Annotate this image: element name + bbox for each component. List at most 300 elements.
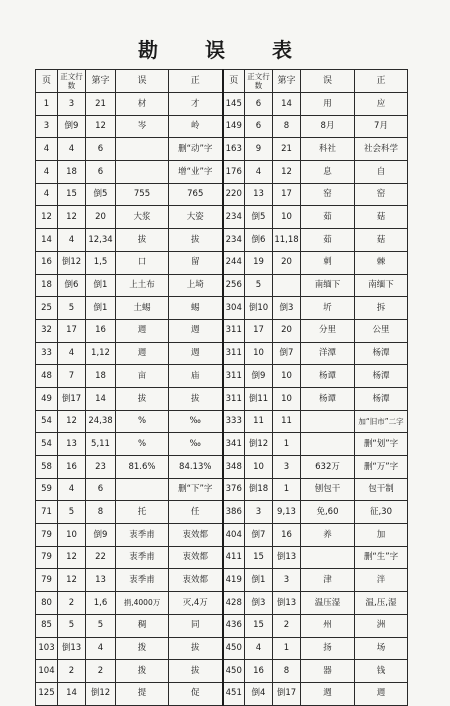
table-cell: 17	[245, 319, 273, 342]
table-cell: 58	[36, 456, 58, 479]
table-cell: 杨潭	[355, 342, 408, 365]
table-cell: 341	[223, 433, 245, 456]
table-cell: 24,38	[86, 410, 116, 433]
table-row	[36, 524, 408, 547]
table-cell: 托	[116, 501, 169, 524]
table-cell: 倒3	[245, 592, 273, 615]
table-cell: 倒17	[273, 682, 301, 705]
table-row	[36, 342, 408, 365]
table-cell: 倒9	[245, 365, 273, 388]
table-cell: 倒13	[273, 546, 301, 569]
table-cell: 10	[58, 524, 86, 547]
table-cell: 428	[223, 592, 245, 615]
table-cell: 衷季甫	[116, 524, 169, 547]
table-cell: 1	[36, 93, 58, 116]
table-cell: 温压湿	[301, 592, 355, 615]
table-cell: 33	[36, 342, 58, 365]
table-cell: 南缅下	[301, 274, 355, 297]
table-cell: 234	[223, 229, 245, 252]
table-cell: 256	[223, 274, 245, 297]
table-cell: 养	[301, 524, 355, 547]
table-cell: 220	[223, 183, 245, 206]
table-row	[36, 682, 408, 705]
table-cell: 菇	[355, 206, 408, 229]
table-cell: 5	[58, 297, 86, 320]
table-cell: 週	[355, 682, 408, 705]
table-cell: 10	[245, 342, 273, 365]
table-cell: 庙	[169, 365, 223, 388]
table-cell: 分里	[301, 319, 355, 342]
table-cell	[273, 274, 301, 297]
table-cell: 7	[58, 365, 86, 388]
table-cell: 10	[273, 365, 301, 388]
table-row	[36, 501, 408, 524]
table-cell: 拨	[116, 660, 169, 683]
table-cell: 1	[273, 433, 301, 456]
column-header: 页	[36, 70, 58, 93]
table-cell: 6	[86, 478, 116, 501]
table-cell: 4	[245, 161, 273, 184]
table-cell: 632万	[301, 456, 355, 479]
table-cell: 同	[169, 614, 223, 637]
table-cell: 拆	[355, 297, 408, 320]
table-cell: 圻	[301, 297, 355, 320]
table-cell: 8月	[301, 115, 355, 138]
table-cell: 16	[58, 456, 86, 479]
table-cell: 倒13	[273, 592, 301, 615]
table-cell: 20	[273, 319, 301, 342]
table-cell: 765	[169, 183, 223, 206]
table-cell: 79	[36, 524, 58, 547]
table-cell: 1,5	[86, 251, 116, 274]
table-cell	[301, 410, 355, 433]
table-cell: 5,11	[86, 433, 116, 456]
table-cell: ‰	[169, 410, 223, 433]
table-cell: 4	[58, 342, 86, 365]
table-cell: 上埼	[169, 274, 223, 297]
table-cell: 12	[58, 206, 86, 229]
column-header: 误	[301, 70, 355, 93]
table-cell: 倒1	[86, 274, 116, 297]
column-header: 正	[169, 70, 223, 93]
table-cell: 倒7	[273, 342, 301, 365]
table-cell: 2	[86, 660, 116, 683]
table-cell: 州	[301, 614, 355, 637]
table-cell: 1,12	[86, 342, 116, 365]
table-cell: 8	[86, 501, 116, 524]
table-cell: 材	[116, 93, 169, 116]
table-cell	[301, 546, 355, 569]
table-cell: 衷效都	[169, 546, 223, 569]
table-cell: 倒1	[86, 297, 116, 320]
table-cell: 倒7	[245, 524, 273, 547]
table-cell: 倒10	[245, 297, 273, 320]
table-cell: 15	[245, 546, 273, 569]
table-cell: 9	[245, 138, 273, 161]
table-cell: 386	[223, 501, 245, 524]
table-cell: 2	[58, 592, 86, 615]
table-cell: 8	[273, 660, 301, 683]
table-cell: 11	[273, 410, 301, 433]
table-cell: 17	[58, 319, 86, 342]
table-cell: 刺	[301, 251, 355, 274]
table-cell	[116, 161, 169, 184]
table-cell: 大姿	[169, 206, 223, 229]
table-cell	[116, 478, 169, 501]
table-cell: 71	[36, 501, 58, 524]
table-cell: 6	[86, 138, 116, 161]
table-cell: 拔	[116, 387, 169, 410]
table-cell: 104	[36, 660, 58, 683]
table-row	[36, 229, 408, 252]
table-cell: 12	[58, 569, 86, 592]
table-cell: 23	[86, 456, 116, 479]
table-cell: 拔	[169, 637, 223, 660]
table-cell: 4	[36, 161, 58, 184]
table-cell: 2	[58, 660, 86, 683]
table-cell: 8	[273, 115, 301, 138]
table-row	[36, 410, 408, 433]
table-row	[36, 592, 408, 615]
table-cell: 公里	[355, 319, 408, 342]
table-cell: 衷效都	[169, 569, 223, 592]
table-cell: 茹	[301, 206, 355, 229]
table-row	[36, 660, 408, 683]
table-cell: 14	[58, 682, 86, 705]
table-cell: 3	[245, 501, 273, 524]
table-cell: 12,34	[86, 229, 116, 252]
table-cell: 4	[245, 637, 273, 660]
table-cell: 棘	[355, 251, 408, 274]
table-cell: 18	[36, 274, 58, 297]
table-cell: 311	[223, 387, 245, 410]
table-cell: 16	[245, 660, 273, 683]
table-cell: 津	[301, 569, 355, 592]
column-header: 第字	[86, 70, 116, 93]
table-cell: 删“万”字	[355, 456, 408, 479]
table-cell: 755	[116, 183, 169, 206]
table-cell: 倒12	[86, 682, 116, 705]
table-cell: 窑	[355, 183, 408, 206]
table-row	[36, 274, 408, 297]
table-cell: 348	[223, 456, 245, 479]
column-header: 正文行数	[58, 70, 86, 93]
table-cell: 稠	[116, 614, 169, 637]
table-cell: 泮	[355, 569, 408, 592]
table-cell: 拨	[116, 637, 169, 660]
table-cell: 窑	[301, 183, 355, 206]
table-cell: 304	[223, 297, 245, 320]
table-cell: 163	[223, 138, 245, 161]
table-cell: 311	[223, 342, 245, 365]
table-row	[36, 365, 408, 388]
table-cell: 捐,4000万	[116, 592, 169, 615]
table-cell: 19	[245, 251, 273, 274]
table-cell: 2	[273, 614, 301, 637]
table-cell: 1	[273, 478, 301, 501]
table-cell: 13	[58, 433, 86, 456]
table-row	[36, 183, 408, 206]
table-cell	[116, 138, 169, 161]
table-cell: 洲	[355, 614, 408, 637]
table-row	[36, 614, 408, 637]
table-row	[36, 206, 408, 229]
table-row	[36, 93, 408, 116]
table-cell: 3	[58, 93, 86, 116]
table-cell: 免,60	[301, 501, 355, 524]
table-cell: 週	[116, 319, 169, 342]
table-cell: 拔	[169, 387, 223, 410]
table-cell: 451	[223, 682, 245, 705]
table-row	[36, 319, 408, 342]
table-cell: 145	[223, 93, 245, 116]
table-cell: 80	[36, 592, 58, 615]
table-cell: 衷季甫	[116, 569, 169, 592]
table-cell: 提	[116, 682, 169, 705]
table-row	[36, 569, 408, 592]
table-cell: 12	[58, 410, 86, 433]
table-cell: 311	[223, 319, 245, 342]
table-cell: 21	[86, 93, 116, 116]
table-cell: 土蜴	[116, 297, 169, 320]
table-cell: 450	[223, 637, 245, 660]
table-cell: 21	[273, 138, 301, 161]
table-cell: 16	[36, 251, 58, 274]
table-cell: 菇	[355, 229, 408, 252]
table-cell: 103	[36, 637, 58, 660]
table-cell: 411	[223, 546, 245, 569]
table-cell: 12	[86, 115, 116, 138]
table-cell: 6	[86, 161, 116, 184]
table-cell: 促	[169, 682, 223, 705]
table-cell: 4	[36, 183, 58, 206]
table-row	[36, 161, 408, 184]
table-cell: 234	[223, 206, 245, 229]
table-cell: 杨潭	[355, 365, 408, 388]
table-cell: 14	[86, 387, 116, 410]
table-cell: 自	[355, 161, 408, 184]
table-cell: 倒6	[58, 274, 86, 297]
table-cell: 79	[36, 546, 58, 569]
table-row	[36, 387, 408, 410]
table-cell: 倒5	[86, 183, 116, 206]
table-cell: 15	[58, 183, 86, 206]
table-cell: 岑	[116, 115, 169, 138]
table-cell: 灭,4万	[169, 592, 223, 615]
column-header: 正	[355, 70, 408, 93]
table-cell: 149	[223, 115, 245, 138]
column-header: 正文行数	[245, 70, 273, 93]
table-cell: 征,30	[355, 501, 408, 524]
table-cell: 拔	[169, 660, 223, 683]
table-cell: 4	[36, 138, 58, 161]
table-cell: 杨谭	[301, 387, 355, 410]
table-cell: 12	[273, 161, 301, 184]
table-cell: 10	[273, 206, 301, 229]
table-cell: 404	[223, 524, 245, 547]
table-cell: 拔	[116, 229, 169, 252]
table-cell: 436	[223, 614, 245, 637]
table-cell: 週	[116, 342, 169, 365]
table-cell: 口	[116, 251, 169, 274]
table-cell: 4	[58, 478, 86, 501]
table-cell: 17	[273, 183, 301, 206]
table-cell: 85	[36, 614, 58, 637]
table-cell: 科社	[301, 138, 355, 161]
table-cell: 倒18	[245, 478, 273, 501]
table-cell: 应	[355, 93, 408, 116]
table-cell: 125	[36, 682, 58, 705]
table-cell: 79	[36, 569, 58, 592]
table-cell: 上土布	[116, 274, 169, 297]
table-cell: 倒9	[58, 115, 86, 138]
table-cell: 倒9	[86, 524, 116, 547]
table-cell: 留	[169, 251, 223, 274]
table-row	[36, 297, 408, 320]
table-cell: 376	[223, 478, 245, 501]
table-cell: 4	[86, 637, 116, 660]
table-cell: 加	[355, 524, 408, 547]
table-cell: 週	[169, 342, 223, 365]
column-header: 第字	[273, 70, 301, 93]
table-cell: 13	[86, 569, 116, 592]
table-cell: ‰	[169, 433, 223, 456]
table-cell: 311	[223, 365, 245, 388]
table-cell: 48	[36, 365, 58, 388]
table-row	[36, 433, 408, 456]
table-cell: %	[116, 410, 169, 433]
table-cell	[301, 433, 355, 456]
table-cell: 11,18	[273, 229, 301, 252]
table-cell: 4	[58, 229, 86, 252]
table-cell: 大浆	[116, 206, 169, 229]
header-row	[36, 70, 408, 93]
table-cell: 倒11	[245, 387, 273, 410]
table-cell: 419	[223, 569, 245, 592]
table-cell: 22	[86, 546, 116, 569]
table-cell: 倒17	[58, 387, 86, 410]
table-cell: 拔	[169, 229, 223, 252]
table-cell: 7月	[355, 115, 408, 138]
table-cell: 倒3	[273, 297, 301, 320]
table-cell: 16	[273, 524, 301, 547]
table-cell: 刨包干	[301, 478, 355, 501]
table-cell: 16	[86, 319, 116, 342]
table-cell: 杨谭	[301, 365, 355, 388]
table-cell: 增“业”字	[169, 161, 223, 184]
table-cell: 包干制	[355, 478, 408, 501]
table-cell: 洋潭	[301, 342, 355, 365]
table-cell: 加“旧市”二字	[355, 410, 408, 433]
table-cell: 15	[245, 614, 273, 637]
table-cell: 1	[273, 637, 301, 660]
table-row	[36, 637, 408, 660]
table-cell: 4	[58, 138, 86, 161]
table-cell: %	[116, 433, 169, 456]
table-cell: 温,压,湿	[355, 592, 408, 615]
table-cell: 用	[301, 93, 355, 116]
table-cell: 81.6%	[116, 456, 169, 479]
table-cell: 25	[36, 297, 58, 320]
table-cell: 5	[245, 274, 273, 297]
table-cell: 倒6	[245, 229, 273, 252]
table-row	[36, 138, 408, 161]
table-row	[36, 115, 408, 138]
table-cell: 器	[301, 660, 355, 683]
table-cell: 54	[36, 433, 58, 456]
table-cell: 3	[273, 456, 301, 479]
table-cell: 倒1	[245, 569, 273, 592]
table-cell: 才	[169, 93, 223, 116]
table-row	[36, 546, 408, 569]
table-cell: 亩	[116, 365, 169, 388]
table-cell: 场	[355, 637, 408, 660]
table-cell: 450	[223, 660, 245, 683]
table-cell: 5	[58, 614, 86, 637]
table-cell: 衷效都	[169, 524, 223, 547]
table-cell: 244	[223, 251, 245, 274]
table-cell: 18	[86, 365, 116, 388]
table-cell: 14	[36, 229, 58, 252]
table-cell: 蜴	[169, 297, 223, 320]
table-cell: 59	[36, 478, 58, 501]
table-cell: 週	[169, 319, 223, 342]
table-cell: 333	[223, 410, 245, 433]
table-cell: 14	[273, 93, 301, 116]
table-cell: 岭	[169, 115, 223, 138]
table-cell: 杨潭	[355, 387, 408, 410]
table-cell: 倒5	[245, 206, 273, 229]
table-cell: 13	[245, 183, 273, 206]
table-cell: 倒12	[58, 251, 86, 274]
table-cell: 删“生”字	[355, 546, 408, 569]
table-cell: 11	[245, 410, 273, 433]
table-cell: 5	[58, 501, 86, 524]
table-cell: 84.13%	[169, 456, 223, 479]
table-cell: 倒13	[58, 637, 86, 660]
table-cell: 1,6	[86, 592, 116, 615]
table-cell: 176	[223, 161, 245, 184]
table-cell: 9,13	[273, 501, 301, 524]
table-cell: 49	[36, 387, 58, 410]
table-cell: 20	[273, 251, 301, 274]
errata-table	[35, 69, 408, 706]
table-cell: 3	[273, 569, 301, 592]
table-cell: 茹	[301, 229, 355, 252]
table-cell: 删“划”字	[355, 433, 408, 456]
table-cell: 6	[245, 115, 273, 138]
table-cell: 54	[36, 410, 58, 433]
table-cell: 息	[301, 161, 355, 184]
table-row	[36, 456, 408, 479]
table-cell: 32	[36, 319, 58, 342]
page-title: 勘 误 表	[138, 38, 312, 62]
table-cell: 12	[58, 546, 86, 569]
table-cell: 南缅下	[355, 274, 408, 297]
table-cell: 删“动”字	[169, 138, 223, 161]
table-cell: 倒12	[245, 433, 273, 456]
table-cell: 18	[58, 161, 86, 184]
table-cell: 12	[36, 206, 58, 229]
table-cell: 3	[36, 115, 58, 138]
table-cell: 10	[245, 456, 273, 479]
table-cell: 扬	[301, 637, 355, 660]
table-cell: 衷季甫	[116, 546, 169, 569]
table-row	[36, 251, 408, 274]
column-header: 误	[116, 70, 169, 93]
table-cell: 任	[169, 501, 223, 524]
table-cell: 社会科学	[355, 138, 408, 161]
